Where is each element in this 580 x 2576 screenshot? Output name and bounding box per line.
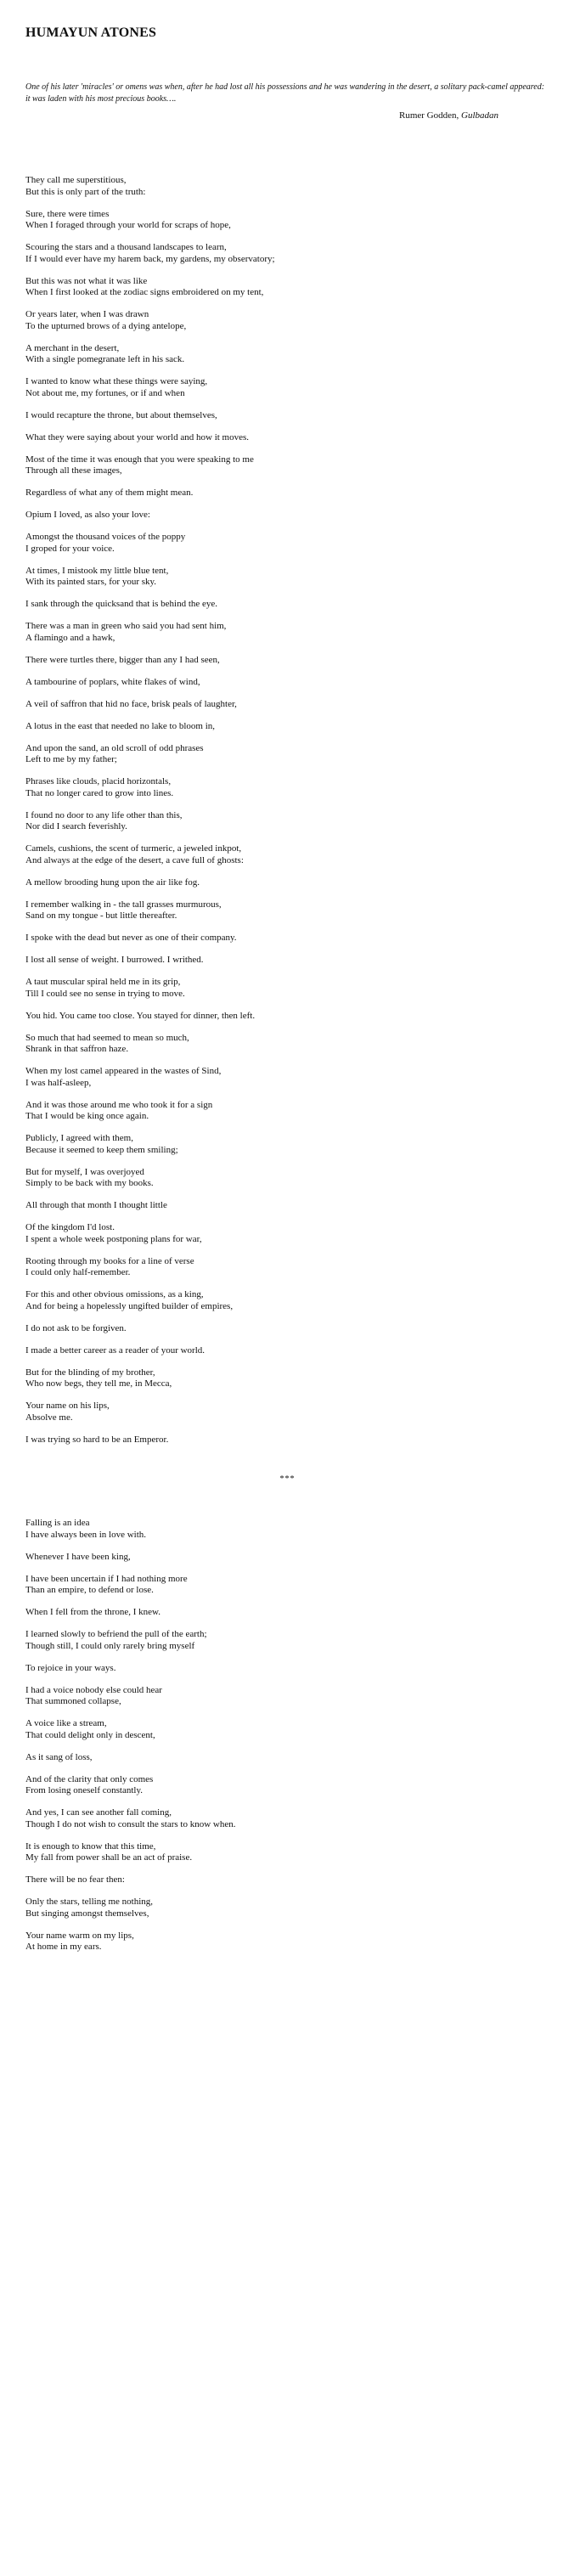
poem-line: I spoke with the dead but never as one of their company. bbox=[25, 933, 237, 943]
stanza bbox=[25, 1552, 549, 1564]
poem-line: With its painted stars, for your sky. bbox=[25, 577, 157, 587]
stanza bbox=[25, 1289, 549, 1312]
poem-line: A merchant in the desert, bbox=[25, 342, 120, 353]
epigraph-attribution bbox=[25, 110, 498, 121]
poem-line: Left to me by my father; bbox=[25, 754, 117, 764]
poem-line: A flamingo and a hawk, bbox=[25, 632, 115, 643]
poem-line: My fall from power shall be an act of praise. bbox=[25, 1852, 193, 1863]
stanza bbox=[25, 977, 549, 1000]
poem-line: Not about me, my fortunes, or if and when bbox=[25, 387, 185, 398]
stanza bbox=[25, 1774, 549, 1797]
stanza bbox=[25, 933, 549, 944]
poem-line: Most of the time it was enough that you were speaking to me bbox=[25, 454, 254, 465]
poem-line: They call me superstitious, bbox=[25, 175, 127, 185]
stanza bbox=[25, 1200, 549, 1212]
poem-line: Though still, I could only rarely bring myself bbox=[25, 1640, 195, 1651]
stanza bbox=[25, 1033, 549, 1056]
stanza bbox=[25, 1011, 549, 1023]
stanza bbox=[25, 1256, 549, 1279]
stanza bbox=[25, 955, 549, 967]
poem-line: To rejoice in your ways. bbox=[25, 1662, 116, 1673]
poem-line: I do not ask to be forgiven. bbox=[25, 1322, 127, 1333]
poem-line: I could only half-remember. bbox=[25, 1267, 131, 1277]
epigraph: One of his later 'miracles' or omens was when, after he had lost all his possessions and he was wandering in the desert, a solitary pack-camel appeared: it was laden with his most precious books…. bbox=[25, 82, 545, 104]
stanza bbox=[25, 1435, 549, 1446]
stanza bbox=[25, 1518, 549, 1541]
stanza bbox=[25, 1345, 549, 1357]
stanza bbox=[25, 699, 549, 711]
poem-line: And it was those around me who took it for a sign bbox=[25, 1099, 213, 1110]
stanza bbox=[25, 1931, 549, 1953]
poem-line: All through that month I thought little bbox=[25, 1200, 167, 1210]
poem-line: That I would be king once again. bbox=[25, 1111, 149, 1121]
poem-line: Of the kingdom I'd lost. bbox=[25, 1222, 115, 1232]
stanza bbox=[25, 1401, 549, 1423]
stanza bbox=[25, 376, 549, 399]
poem-line: I learned slowly to befriend the pull of the earth; bbox=[25, 1629, 207, 1639]
poem-line: Nor did I search feverishly. bbox=[25, 821, 127, 831]
poem-line: As it sang of loss, bbox=[25, 1751, 93, 1762]
poem-line: There were turtles there, bigger than any I had seen, bbox=[25, 654, 220, 665]
poem-line: Your name warm on my lips, bbox=[25, 1930, 134, 1941]
poem-line: That summoned collapse, bbox=[25, 1696, 121, 1706]
poem-line: Only the stars, telling me nothing, bbox=[25, 1897, 154, 1907]
stanza bbox=[25, 432, 549, 444]
stanza bbox=[25, 209, 549, 232]
stanza bbox=[25, 843, 549, 866]
stanza bbox=[25, 1574, 549, 1597]
poem-line: What they were saying about your world and how it moves. bbox=[25, 431, 250, 442]
poem-line: There will be no fear then: bbox=[25, 1874, 125, 1885]
poem-line: And always at the edge of the desert, a cave full of ghosts: bbox=[25, 854, 244, 865]
poem-line: A voice like a stream, bbox=[25, 1718, 107, 1728]
poem-line: So much that had seemed to mean so much, bbox=[25, 1032, 189, 1043]
stanza bbox=[25, 276, 549, 299]
poem-line: Who now begs, they tell me, in Mecca, bbox=[25, 1378, 172, 1389]
poem-line: A taut muscular spiral held me in its grip, bbox=[25, 977, 181, 987]
poem-line: That could delight only in descent, bbox=[25, 1729, 155, 1740]
stanza bbox=[25, 677, 549, 689]
poem-line: Because it seemed to keep them smiling; bbox=[25, 1144, 178, 1155]
poem-line: When I foraged through your world for scraps of hope, bbox=[25, 220, 231, 230]
stanza bbox=[25, 810, 549, 833]
stanza bbox=[25, 1807, 549, 1830]
poem-line: Amongst the thousand voices of the poppy bbox=[25, 532, 186, 542]
poem-body bbox=[25, 175, 549, 1953]
stanza bbox=[25, 899, 549, 922]
stanza bbox=[25, 510, 549, 521]
poem-line: For this and other obvious omissions, as a king, bbox=[25, 1289, 204, 1299]
stanza bbox=[25, 1841, 549, 1864]
poem-line: Till I could see no sense in trying to move. bbox=[25, 988, 185, 999]
poem-line: Than an empire, to defend or lose. bbox=[25, 1585, 154, 1595]
poem-line: Opium I loved, as also your love: bbox=[25, 510, 150, 520]
stanza bbox=[25, 743, 549, 766]
stanza bbox=[25, 1897, 549, 1919]
poem-line: Phrases like clouds, placid horizontals, bbox=[25, 776, 172, 786]
stanza bbox=[25, 621, 549, 644]
poem-line: It is enough to know that this time, bbox=[25, 1840, 156, 1852]
stanza bbox=[25, 1874, 549, 1886]
poem-line: A veil of saffron that hid no face, brisk peals of laughter, bbox=[25, 698, 237, 709]
stanza bbox=[25, 599, 549, 611]
stanza bbox=[25, 1752, 549, 1764]
poem-line: Sand on my tongue - but little thereafter. bbox=[25, 910, 177, 921]
poem-line: And of the clarity that only comes bbox=[25, 1773, 154, 1784]
stanza bbox=[25, 1222, 549, 1245]
poem-line: Shrank in that saffron haze. bbox=[25, 1044, 129, 1054]
poem-line: Whenever I have been king, bbox=[25, 1551, 131, 1562]
poem-line: But this was not what it was like bbox=[25, 275, 148, 286]
poem-line: Or years later, when I was drawn bbox=[25, 309, 149, 319]
attribution-work: Gulbadan bbox=[461, 110, 498, 121]
stanza bbox=[25, 1607, 549, 1619]
stanza bbox=[25, 721, 549, 733]
poem-line: I was half-asleep, bbox=[25, 1077, 92, 1088]
poem-line: A mellow brooding hung upon the air like fog. bbox=[25, 877, 200, 888]
poem-title: HUMAYUN ATONES bbox=[25, 25, 157, 40]
poem-line: Publicly, I agreed with them, bbox=[25, 1133, 133, 1143]
stanza bbox=[25, 1066, 549, 1089]
poem-line: When I fell from the throne, I knew. bbox=[25, 1607, 161, 1617]
poem-line: With a single pomegranate left in his sack. bbox=[25, 354, 185, 364]
poem-line: When my lost camel appeared in the wastes of Sind, bbox=[25, 1066, 222, 1076]
poem-line: And yes, I can see another fall coming, bbox=[25, 1807, 172, 1818]
poem-line: But singing amongst themselves, bbox=[25, 1908, 149, 1919]
poem-line: A tambourine of poplars, white flakes of wind, bbox=[25, 676, 200, 687]
poem-line: I have always been in love with. bbox=[25, 1529, 147, 1540]
stanza bbox=[25, 1133, 549, 1156]
section-divider: *** bbox=[279, 1474, 296, 1484]
poem-line: Simply to be back with my books. bbox=[25, 1178, 154, 1188]
poem-line: I sank through the quicksand that is behind the eye. bbox=[25, 599, 218, 609]
poem-line: I found no door to any life other than this, bbox=[25, 809, 183, 820]
poem-line: When I first looked at the zodiac signs embroidered on my tent, bbox=[25, 287, 264, 297]
attribution-author: Rumer Godden, bbox=[398, 110, 459, 121]
stanza bbox=[25, 1100, 549, 1123]
poem-line: A lotus in the east that needed no lake to bloom in, bbox=[25, 720, 216, 731]
stanza bbox=[25, 175, 549, 198]
stanza bbox=[25, 1323, 549, 1335]
poem-line: But for the blinding of my brother, bbox=[25, 1367, 155, 1378]
poem-line: I made a better career as a reader of your world. bbox=[25, 1344, 206, 1356]
poem-line: Though I do not wish to consult the stars to know when. bbox=[25, 1818, 236, 1829]
poem-line: To the upturned brows of a dying antelope, bbox=[25, 320, 187, 331]
poem-line: Regardless of what any of them might mean. bbox=[25, 488, 194, 498]
stanza bbox=[25, 566, 549, 589]
poem-line: Scouring the stars and a thousand landscapes to learn, bbox=[25, 242, 227, 252]
stanza bbox=[25, 242, 549, 265]
poem-line: But this is only part of the truth: bbox=[25, 186, 146, 197]
stanza bbox=[25, 655, 549, 667]
stanza bbox=[25, 1663, 549, 1675]
poem-line: And upon the sand, an old scroll of odd phrases bbox=[25, 742, 204, 753]
stanza bbox=[25, 343, 549, 366]
poem-line: I spent a whole week postponing plans for war, bbox=[25, 1233, 202, 1244]
poem-part-one bbox=[25, 175, 549, 1446]
poem-line: There was a man in green who said you had sent him, bbox=[25, 621, 227, 631]
stanza bbox=[25, 877, 549, 889]
poem-line: Rooting through my books for a line of verse bbox=[25, 1255, 194, 1266]
poem-line: If I would ever have my harem back, my gardens, my observatory; bbox=[25, 253, 275, 264]
poem-line: I remember walking in - the tall grasses murmurous, bbox=[25, 899, 222, 910]
poem-line: Through all these images, bbox=[25, 465, 122, 476]
poem-line: That no longer cared to grow into lines. bbox=[25, 787, 174, 798]
stanza bbox=[25, 1718, 549, 1741]
poem-line: Falling is an idea bbox=[25, 1518, 90, 1528]
poem-line: Camels, cushions, the scent of turmeric, a jeweled inkpot, bbox=[25, 843, 242, 854]
poem-line: I was trying so hard to be an Emperor. bbox=[25, 1434, 169, 1445]
stanza bbox=[25, 532, 549, 555]
stanza bbox=[25, 776, 549, 799]
poem-line: At home in my ears. bbox=[25, 1942, 102, 1952]
poem-line: I groped for your voice. bbox=[25, 543, 115, 554]
poem-part-two bbox=[25, 1518, 549, 1953]
stanza bbox=[25, 1629, 549, 1652]
poem-line: At times, I mistook my little blue tent, bbox=[25, 565, 169, 576]
poem-line: And for being a hopelessly ungifted builder of empires, bbox=[25, 1300, 234, 1311]
poem-line: Absolve me. bbox=[25, 1412, 73, 1423]
stanza bbox=[25, 1685, 549, 1708]
poem-line: You hid. You came too close. You stayed for dinner, then left. bbox=[25, 1010, 256, 1021]
poem-line: I wanted to know what these things were saying, bbox=[25, 376, 208, 386]
poem-line: I had a voice nobody else could hear bbox=[25, 1684, 162, 1695]
poem-line: But for myself, I was overjoyed bbox=[25, 1166, 144, 1177]
stanza bbox=[25, 309, 549, 332]
stanza bbox=[25, 488, 549, 499]
poem-line: Sure, there were times bbox=[25, 208, 110, 219]
poem-line: From losing oneself constantly. bbox=[25, 1785, 143, 1795]
stanza bbox=[25, 1167, 549, 1190]
poem-line: Your name on his lips, bbox=[25, 1401, 110, 1411]
poem-line: I have been uncertain if I had nothing more bbox=[25, 1573, 188, 1584]
stanza bbox=[25, 410, 549, 422]
poem-line: I lost all sense of weight. I burrowed. I writhed. bbox=[25, 955, 204, 965]
stanza bbox=[25, 454, 549, 477]
poem-line: I would recapture the throne, but about themselves, bbox=[25, 409, 217, 420]
stanza bbox=[25, 1367, 549, 1390]
